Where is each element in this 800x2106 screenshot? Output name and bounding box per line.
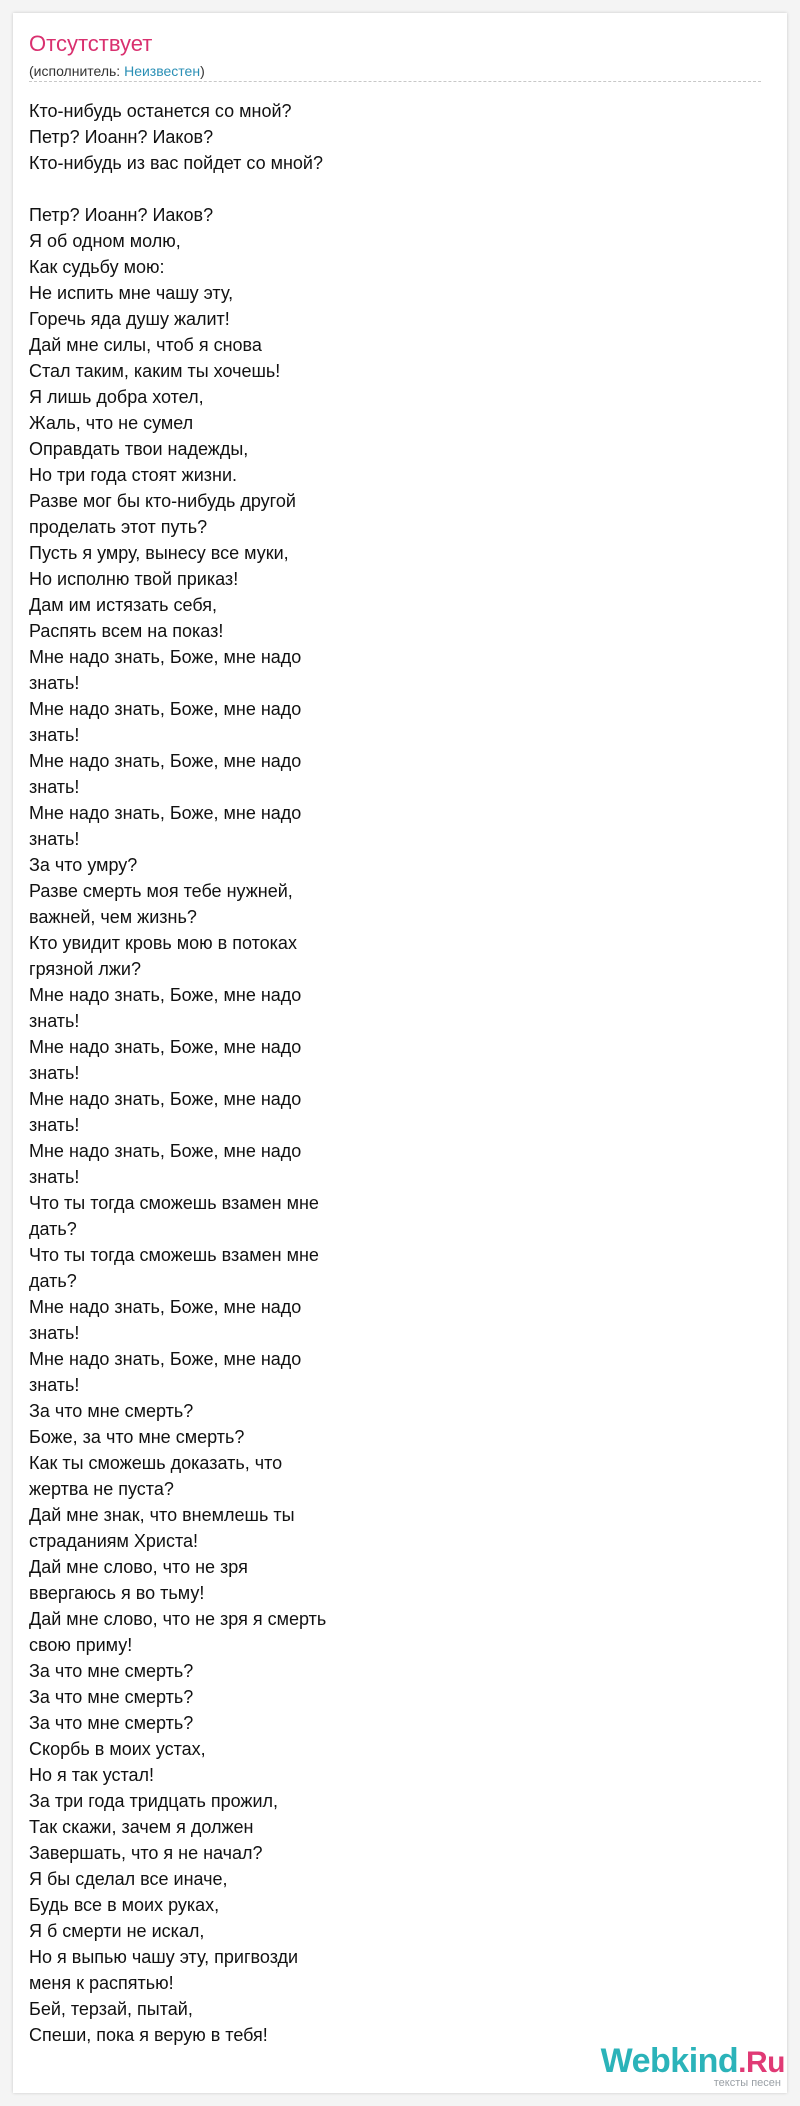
lyric-line: Завершать, что я не начал? <box>29 1843 263 1863</box>
lyric-line: знать! <box>29 1063 80 1083</box>
lyric-line: Дай мне знак, что внемлешь ты <box>29 1505 295 1525</box>
lyric-line: грязной лжи? <box>29 959 141 979</box>
lyric-line: Мне надо знать, Боже, мне надо <box>29 647 302 667</box>
lyric-line: Но я выпью чашу эту, пригвозди <box>29 1947 299 1967</box>
lyric-line: меня к распятью! <box>29 1973 174 1993</box>
lyric-line: За что мне смерть? <box>29 1713 194 1733</box>
lyric-line: знать! <box>29 1167 80 1187</box>
lyric-line: Бей, терзай, пытай, <box>29 1999 193 2019</box>
lyric-line: Скорбь в моих устах, <box>29 1739 206 1759</box>
lyric-line: Разве смерть моя тебе нужней, <box>29 881 293 901</box>
lyric-line: Дай мне слово, что не зря <box>29 1557 248 1577</box>
lyric-line: Но исполню твой приказ! <box>29 569 239 589</box>
artist-line <box>29 61 205 81</box>
lyric-line: Так скажи, зачем я должен <box>29 1817 254 1837</box>
lyric-line: Дам им истязать себя, <box>29 595 218 615</box>
lyric-line: Что ты тогда сможешь взамен мне <box>29 1193 319 1213</box>
lyric-line: Мне надо знать, Боже, мне надо <box>29 751 302 771</box>
lyric-line: За три года тридцать прожил, <box>29 1791 279 1811</box>
lyric-line: Оправдать твои надежды, <box>29 439 249 459</box>
lyric-line: Мне надо знать, Боже, мне надо <box>29 803 302 823</box>
lyric-line: Мне надо знать, Боже, мне надо <box>29 1349 302 1369</box>
lyric-line: Боже, за что мне смерть? <box>29 1427 245 1447</box>
lyric-line: Кто-нибудь из вас пойдет со мной? <box>29 153 323 173</box>
lyric-line: Мне надо знать, Боже, мне надо <box>29 1037 302 1057</box>
lyric-line: Дай мне слово, что не зря я смерть <box>29 1609 327 1629</box>
lyric-line: Что ты тогда сможешь взамен мне <box>29 1245 319 1265</box>
lyric-line: Я лишь добра хотел, <box>29 387 204 407</box>
lyric-line: знать! <box>29 1375 80 1395</box>
logo-tld: .Ru <box>738 2046 785 2079</box>
lyric-line: Будь все в моих руках, <box>29 1895 220 1915</box>
lyric-line: За что мне смерть? <box>29 1687 194 1707</box>
title-divider <box>29 81 761 82</box>
lyric-line: страданиям Христа! <box>29 1531 199 1551</box>
lyric-line: За что мне смерть? <box>29 1661 194 1681</box>
webkind-logo[interactable] <box>585 2043 785 2093</box>
lyric-line: Распять всем на показ! <box>29 621 224 641</box>
lyric-line: знать! <box>29 1323 80 1343</box>
stanza-break <box>29 176 729 202</box>
lyric-line: Но я так устал! <box>29 1765 155 1785</box>
logo-wordmark <box>585 2043 785 2081</box>
lyrics-text <box>29 98 729 2048</box>
logo-tagline: тексты песен <box>713 2077 781 2089</box>
lyric-line: Мне надо знать, Боже, мне надо <box>29 1141 302 1161</box>
lyric-line: жертва не пуста? <box>29 1479 174 1499</box>
lyric-line: Жаль, что не сумел <box>29 413 194 433</box>
lyric-line: Я бы сделал все иначе, <box>29 1869 228 1889</box>
lyric-line: Как судьбу мою: <box>29 257 165 277</box>
lyric-line: Мне надо знать, Боже, мне надо <box>29 1297 302 1317</box>
artist-prefix: (исполнитель: <box>29 63 125 79</box>
lyric-line: Мне надо знать, Боже, мне надо <box>29 1089 302 1109</box>
lyric-line: Кто увидит кровь мою в потоках <box>29 933 297 953</box>
song-title: Отсутствует <box>29 31 153 56</box>
lyric-line: Кто-нибудь останется со мной? <box>29 101 292 121</box>
lyric-line: знать! <box>29 673 80 693</box>
lyric-line: Спеши, пока я верую в тебя! <box>29 2025 268 2045</box>
lyric-line: проделать этот путь? <box>29 517 208 537</box>
lyric-line: знать! <box>29 777 80 797</box>
artist-link[interactable]: Неизвестен <box>124 63 201 79</box>
lyric-line: Мне надо знать, Боже, мне надо <box>29 985 302 1005</box>
lyric-line: Стал таким, каким ты хочешь! <box>29 361 281 381</box>
lyric-line: знать! <box>29 725 80 745</box>
lyric-line: Петр? Иоанн? Иаков? <box>29 127 214 147</box>
lyric-line: свою приму! <box>29 1635 133 1655</box>
lyric-line: Не испить мне чашу эту, <box>29 283 234 303</box>
lyric-line: Петр? Иоанн? Иаков? <box>29 205 214 225</box>
lyric-line: ввергаюсь я во тьму! <box>29 1583 205 1603</box>
lyric-line: дать? <box>29 1271 77 1291</box>
lyric-line: Я б смерти не искал, <box>29 1921 205 1941</box>
lyric-line: Разве мог бы кто-нибудь другой <box>29 491 296 511</box>
lyric-line: важней, чем жизнь? <box>29 907 197 927</box>
lyric-line: знать! <box>29 1011 80 1031</box>
lyric-line: Пусть я умру, вынесу все муки, <box>29 543 289 563</box>
lyric-line: знать! <box>29 1115 80 1135</box>
artist-suffix: ) <box>200 63 205 79</box>
lyric-line: Горечь яда душу жалит! <box>29 309 230 329</box>
lyric-line: За что мне смерть? <box>29 1401 194 1421</box>
lyric-line: За что умру? <box>29 855 138 875</box>
lyric-line: дать? <box>29 1219 77 1239</box>
lyric-line: Но три года стоят жизни. <box>29 465 238 485</box>
lyric-line: Как ты сможешь доказать, что <box>29 1453 283 1473</box>
lyric-line: знать! <box>29 829 80 849</box>
lyric-line: Мне надо знать, Боже, мне надо <box>29 699 302 719</box>
logo-name: Webkind <box>600 2042 739 2080</box>
lyric-line: Я об одном молю, <box>29 231 181 251</box>
lyric-line: Дай мне силы, чтоб я снова <box>29 335 262 355</box>
